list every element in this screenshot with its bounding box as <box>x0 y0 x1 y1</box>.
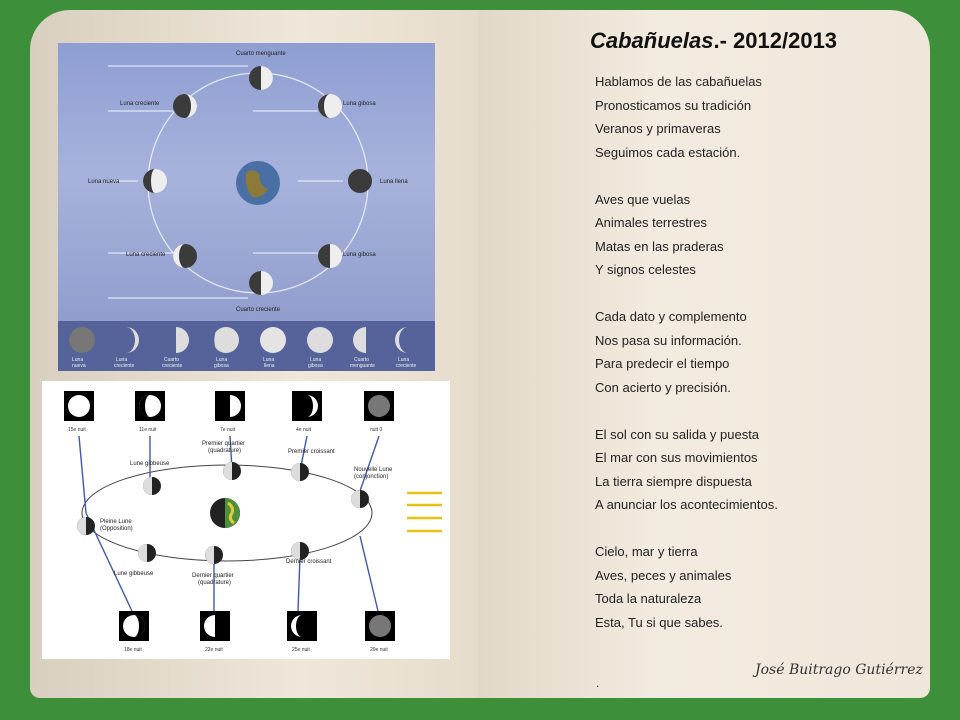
title-rest: .- 2012/2013 <box>713 28 838 53</box>
svg-text:(quadrature): (quadrature) <box>208 448 242 454</box>
svg-text:25e nuit: 25e nuit <box>292 647 310 653</box>
svg-text:Luna: Luna <box>116 357 128 363</box>
svg-text:Premier croissant: Premier croissant <box>288 449 335 455</box>
svg-text:Luna creciente: Luna creciente <box>120 101 160 107</box>
svg-text:gibosa: gibosa <box>214 363 229 369</box>
svg-text:Nouvelle Lune: Nouvelle Lune <box>354 467 393 473</box>
svg-text:Luna gibosa: Luna gibosa <box>343 101 376 107</box>
poem-line <box>595 282 778 306</box>
author-signature: José Buitrago Gutiérrez <box>755 662 923 678</box>
svg-text:4e nuit: 4e nuit <box>296 427 312 433</box>
svg-text:Luna nueva: Luna nueva <box>88 179 120 185</box>
poem-line: Cada dato y complemento <box>595 309 747 324</box>
svg-text:Dernier croissant: Dernier croissant <box>286 559 332 565</box>
poem-line: El mar con sus movimientos <box>595 450 758 465</box>
poem-line: Veranos y primaveras <box>595 121 721 136</box>
svg-text:(quadrature): (quadrature) <box>198 580 232 586</box>
svg-text:7e nuit: 7e nuit <box>220 427 236 433</box>
poem-line: Aves, peces y animales <box>595 567 732 583</box>
svg-text:Cuarto: Cuarto <box>354 357 370 363</box>
svg-text:Luna creciente: Luna creciente <box>126 252 166 258</box>
svg-text:Cuarto creciente: Cuarto creciente <box>236 307 281 313</box>
page-title <box>590 28 837 54</box>
svg-text:nueva: nueva <box>72 363 86 369</box>
svg-text:Luna gibosa: Luna gibosa <box>343 252 376 258</box>
svg-text:menguante: menguante <box>350 363 376 369</box>
poem-line: Matas en las praderas <box>595 238 724 254</box>
svg-text:llena: llena <box>264 363 275 369</box>
svg-text:Luna: Luna <box>72 357 84 363</box>
svg-text:22e nuit: 22e nuit <box>205 647 223 653</box>
poem-line <box>595 399 778 423</box>
poem-line <box>595 517 778 541</box>
svg-text:gibosa: gibosa <box>308 363 323 369</box>
svg-text:Lune gibbeuse: Lune gibbeuse <box>130 461 170 467</box>
poem-line: Esta, Tu si que sabes. <box>595 614 723 630</box>
svg-text:Luna: Luna <box>398 357 410 363</box>
poem-line: Cielo, mar y tierra <box>595 544 698 559</box>
svg-text:Lune gibbeuse: Lune gibbeuse <box>114 571 154 577</box>
poem-line: Nos pasa su información. <box>595 332 742 348</box>
svg-text:Pleine Lune: Pleine Lune <box>100 519 132 525</box>
poem-line: Con acierto y precisión. <box>595 379 731 395</box>
svg-text:nuit 0: nuit 0 <box>370 427 383 433</box>
poem-line: El sol con su salida y puesta <box>595 426 760 442</box>
svg-text:(Opposition): (Opposition) <box>100 526 133 532</box>
svg-text:creciente: creciente <box>114 363 135 369</box>
poem-line: La tierra siempre dispuesta <box>595 473 752 489</box>
end-mark: . <box>596 676 600 690</box>
poem-line: Y signos celestes <box>595 262 696 277</box>
poem-line: Hablamos de las cabañuelas <box>595 74 762 89</box>
svg-text:18e nuit: 18e nuit <box>124 647 142 653</box>
poem-line: Toda la naturaleza <box>595 591 702 606</box>
svg-text:creciente: creciente <box>396 363 417 369</box>
svg-text:Luna: Luna <box>263 357 275 363</box>
poem-line: Pronosticamos su tradición <box>595 97 752 113</box>
title-italic: Cabañuelas <box>590 28 714 53</box>
svg-text:Luna: Luna <box>216 357 228 363</box>
svg-text:Cuarto: Cuarto <box>164 357 180 363</box>
svg-text:creciente: creciente <box>162 363 183 369</box>
svg-text:Premier quartier: Premier quartier <box>202 441 246 447</box>
moon-phase-diagram-fr <box>42 381 450 659</box>
moon-phase-diagram-es <box>58 43 435 371</box>
poem-line <box>595 164 778 188</box>
poem-line: Aves que vuelas <box>595 191 691 207</box>
poem-line: A anunciar los acontecimientos. <box>595 497 778 512</box>
svg-text:11e nuit: 11e nuit <box>139 427 157 433</box>
svg-text:Dernier quartier: Dernier quartier <box>192 573 234 579</box>
svg-text:Cuarto menguante: Cuarto menguante <box>236 51 286 57</box>
svg-text:15e nuit: 15e nuit <box>68 427 86 433</box>
poem <box>595 70 778 634</box>
svg-text:Luna: Luna <box>310 357 322 363</box>
svg-text:Luna llena: Luna llena <box>380 179 408 185</box>
poem-line: Seguimos cada estación. <box>595 144 741 160</box>
poem-line: Para predecir el tiempo <box>595 356 730 371</box>
svg-text:(conjonction): (conjonction) <box>354 474 389 480</box>
svg-text:29e nuit: 29e nuit <box>370 647 388 653</box>
poem-line: Animales terrestres <box>595 215 707 230</box>
